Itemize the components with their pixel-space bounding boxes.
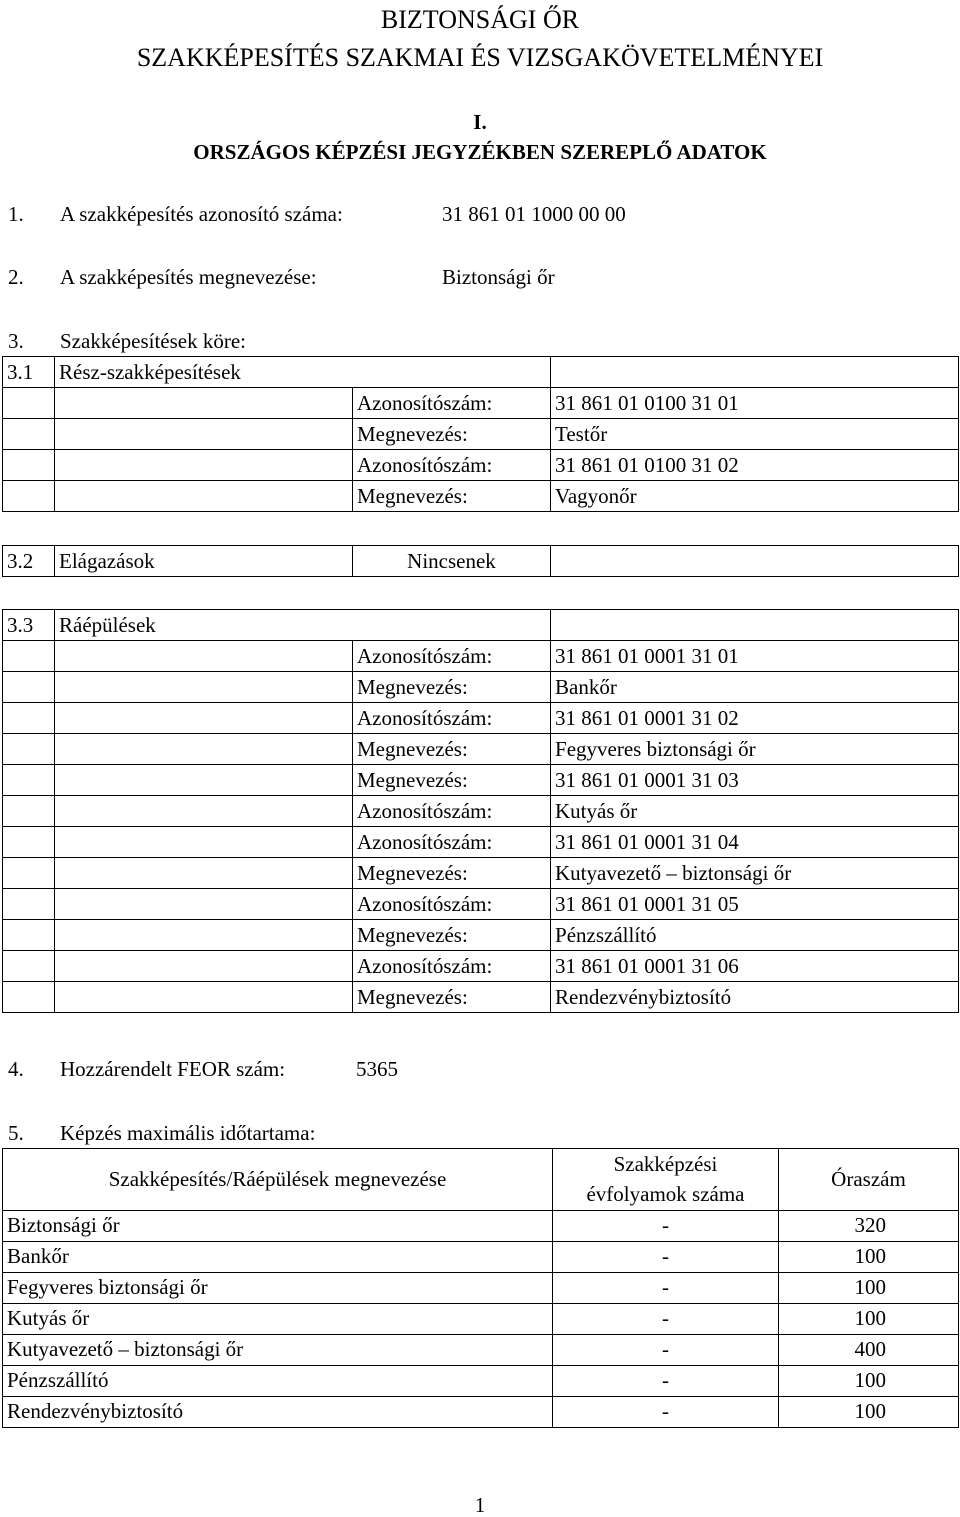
row-value: Kutyavezető – biztonsági őr [551,858,959,889]
table-row [3,920,959,951]
row-hours: 320 [779,1210,959,1241]
table-row [3,1241,959,1272]
row-value: 31 861 01 0001 31 04 [551,827,959,858]
item1-value: 31 861 01 1000 00 00 [442,202,626,226]
branches-row [3,546,959,577]
branches-table [2,545,959,577]
item3-number: 3. [8,329,24,353]
table-row [3,672,959,703]
doc-title-line1: BIZTONSÁGI ŐR [380,5,580,34]
empty-cell [551,610,959,641]
item2-number: 2. [8,265,24,289]
page-number: 1 [474,1493,486,1517]
row-key: Azonosítószám: [353,827,551,858]
table-row [3,796,959,827]
table-row [3,1334,959,1365]
item2-value: Biztonsági őr [442,265,555,289]
table-row [3,388,959,419]
table-row [3,641,959,672]
item5-number: 5. [8,1121,24,1145]
item2-label: A szakképesítés megnevezése: [60,265,317,289]
item5-label: Képzés maximális időtartama: [60,1121,316,1145]
row-name: Pénzszállító [3,1365,553,1396]
row-key: Megnevezés: [353,419,551,450]
section-numeral: I. [473,110,487,134]
section-label: Elágazások [55,546,353,577]
row-hours: 100 [779,1365,959,1396]
row-key: Megnevezés: [353,481,551,512]
row-grades: - [553,1396,779,1427]
add-ons-table [2,609,959,1013]
row-key: Megnevezés: [353,858,551,889]
section-number: 3.2 [3,546,55,577]
item4-label: Hozzárendelt FEOR szám: [60,1057,286,1081]
item3-label: Szakképesítések köre: [60,329,247,353]
row-grades: - [553,1272,779,1303]
row-grades: - [553,1334,779,1365]
row-value: Fegyveres biztonsági őr [551,734,959,765]
table-row [3,703,959,734]
table-row [3,765,959,796]
row-key: Megnevezés: [353,734,551,765]
table-row [3,858,959,889]
item1-number: 1. [8,202,24,226]
header-grades-line2: évfolyamok száma [586,1182,745,1207]
table-row [3,1210,959,1241]
section-label: Ráépülések [55,610,551,641]
part-qualifications-header-row [3,357,959,388]
row-value: Rendezvénybiztosító [551,982,959,1013]
row-key: Megnevezés: [353,920,551,951]
branches-value: Nincsenek [353,546,551,577]
row-value: 31 861 01 0001 31 01 [551,641,959,672]
table-row [3,1303,959,1334]
header-name: Szakképesítés/Ráépülések megnevezése [3,1149,553,1211]
table-row [3,1272,959,1303]
table-row [3,1365,959,1396]
row-value: Pénzszállító [551,920,959,951]
row-key: Azonosítószám: [353,450,551,481]
row-value: Testőr [551,419,959,450]
item1-label: A szakképesítés azonosító száma: [60,202,343,226]
duration-header-row [3,1149,959,1211]
item4-number: 4. [8,1057,24,1081]
table-row [3,982,959,1013]
row-grades: - [553,1303,779,1334]
table-row [3,827,959,858]
row-key: Azonosítószám: [353,889,551,920]
row-name: Kutyavezető – biztonsági őr [3,1334,553,1365]
row-name: Fegyveres biztonsági őr [3,1272,553,1303]
row-name: Kutyás őr [3,1303,553,1334]
row-hours: 100 [779,1241,959,1272]
row-hours: 100 [779,1272,959,1303]
header-grades-line1: Szakképzési [613,1152,718,1176]
table-row [3,419,959,450]
table-row [3,450,959,481]
table-row [3,481,959,512]
item4-value: 5365 [356,1057,398,1081]
row-value: 31 861 01 0001 31 05 [551,889,959,920]
row-value: Kutyás őr [551,796,959,827]
row-hours: 100 [779,1396,959,1427]
part-qualifications-table [2,356,959,512]
doc-title-line2: SZAKKÉPESÍTÉS SZAKMAI ÉS VIZSGAKÖVETELMÉNYEI [136,43,824,72]
header-hours: Óraszám [779,1149,959,1211]
row-key: Azonosítószám: [353,796,551,827]
row-key: Megnevezés: [353,765,551,796]
row-grades: - [553,1365,779,1396]
row-key: Megnevezés: [353,982,551,1013]
row-key: Azonosítószám: [353,703,551,734]
row-name: Rendezvénybiztosító [3,1396,553,1427]
row-value: 31 861 01 0001 31 02 [551,703,959,734]
row-grades: - [553,1210,779,1241]
row-value: 31 861 01 0001 31 06 [551,951,959,982]
section-number: 3.1 [3,357,55,388]
duration-table [2,1148,959,1428]
row-key: Azonosítószám: [353,388,551,419]
section-heading: ORSZÁGOS KÉPZÉSI JEGYZÉKBEN SZEREPLŐ ADATOK [193,140,767,164]
table-row [3,951,959,982]
empty-cell [551,357,959,388]
section-number: 3.3 [3,610,55,641]
row-hours: 100 [779,1303,959,1334]
add-ons-header-row [3,610,959,641]
row-key: Azonosítószám: [353,951,551,982]
row-value: 31 861 01 0001 31 03 [551,765,959,796]
table-row [3,889,959,920]
row-grades: - [553,1241,779,1272]
row-value: 31 861 01 0100 31 02 [551,450,959,481]
row-value: Vagyonőr [551,481,959,512]
row-value: Bankőr [551,672,959,703]
header-grades [553,1149,779,1211]
row-name: Bankőr [3,1241,553,1272]
empty-cell [551,546,959,577]
table-row [3,1396,959,1427]
row-value: 31 861 01 0100 31 01 [551,388,959,419]
section-label: Rész-szakképesítések [55,357,551,388]
row-hours: 400 [779,1334,959,1365]
row-key: Azonosítószám: [353,641,551,672]
row-key: Megnevezés: [353,672,551,703]
table-row [3,734,959,765]
row-name: Biztonsági őr [3,1210,553,1241]
